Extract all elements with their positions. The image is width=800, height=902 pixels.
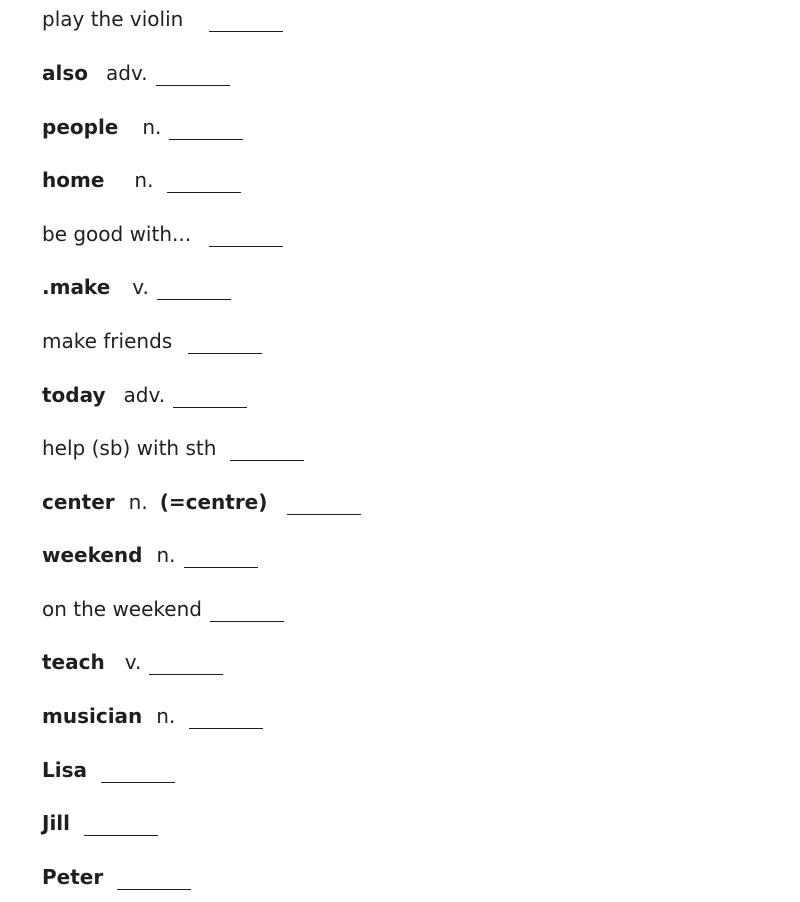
entry-word: .make (42, 275, 111, 299)
entry-be-good-with (42, 219, 283, 249)
entry-word: play the violin (42, 7, 184, 31)
entry-center (42, 487, 361, 517)
entry-word: people (42, 115, 119, 139)
spelling-note: (=centre) (159, 490, 268, 514)
entry-peter (42, 862, 191, 892)
part-of-speech: n. (142, 115, 162, 139)
part-of-speech: adv. (106, 61, 148, 85)
entry-also (42, 58, 230, 88)
answer-blank[interactable] (230, 440, 304, 461)
answer-blank[interactable] (189, 708, 263, 729)
entry-word: also (42, 61, 88, 85)
entry-word: help (sb) with sth (42, 436, 217, 460)
answer-blank[interactable] (210, 601, 284, 622)
answer-blank[interactable] (209, 11, 283, 32)
entry-word: Jill (42, 811, 71, 835)
entry-word: make friends (42, 329, 173, 353)
entry-play-the-violin (42, 4, 283, 34)
part-of-speech: adv. (123, 383, 166, 407)
answer-blank[interactable] (188, 333, 262, 354)
entry-make (42, 272, 231, 302)
answer-blank[interactable] (117, 869, 191, 890)
entry-lisa (42, 755, 175, 785)
answer-blank[interactable] (149, 654, 223, 675)
entry-word: Peter (42, 865, 104, 889)
vocabulary-worksheet (42, 0, 782, 902)
entry-help-sb-with-sth (42, 433, 304, 463)
entry-people (42, 112, 243, 142)
entry-word: musician (42, 704, 143, 728)
part-of-speech: n. (128, 490, 148, 514)
answer-blank[interactable] (157, 279, 231, 300)
answer-blank[interactable] (184, 547, 258, 568)
entry-today (42, 380, 247, 410)
part-of-speech: n. (134, 168, 154, 192)
part-of-speech: v. (124, 650, 142, 674)
answer-blank[interactable] (169, 119, 243, 140)
entry-home (42, 165, 241, 195)
entry-word: weekend (42, 543, 143, 567)
part-of-speech: n. (156, 704, 176, 728)
entry-on-the-weekend (42, 594, 284, 624)
entry-word: center (42, 490, 115, 514)
answer-blank[interactable] (84, 815, 158, 836)
entry-word: home (42, 168, 105, 192)
answer-blank[interactable] (156, 65, 230, 86)
part-of-speech: n. (156, 543, 176, 567)
entry-word: on the weekend (42, 597, 202, 621)
answer-blank[interactable] (287, 494, 361, 515)
entry-jill (42, 808, 158, 838)
answer-blank[interactable] (173, 387, 247, 408)
entry-musician (42, 701, 263, 731)
entry-weekend (42, 540, 258, 570)
entry-word: today (42, 383, 106, 407)
answer-blank[interactable] (101, 762, 175, 783)
entry-teach (42, 647, 223, 677)
entry-word: Lisa (42, 758, 87, 782)
entry-word: teach (42, 650, 105, 674)
entry-make-friends (42, 326, 262, 356)
answer-blank[interactable] (167, 172, 241, 193)
entry-word: be good with... (42, 222, 192, 246)
part-of-speech: v. (132, 275, 149, 299)
answer-blank[interactable] (209, 226, 283, 247)
